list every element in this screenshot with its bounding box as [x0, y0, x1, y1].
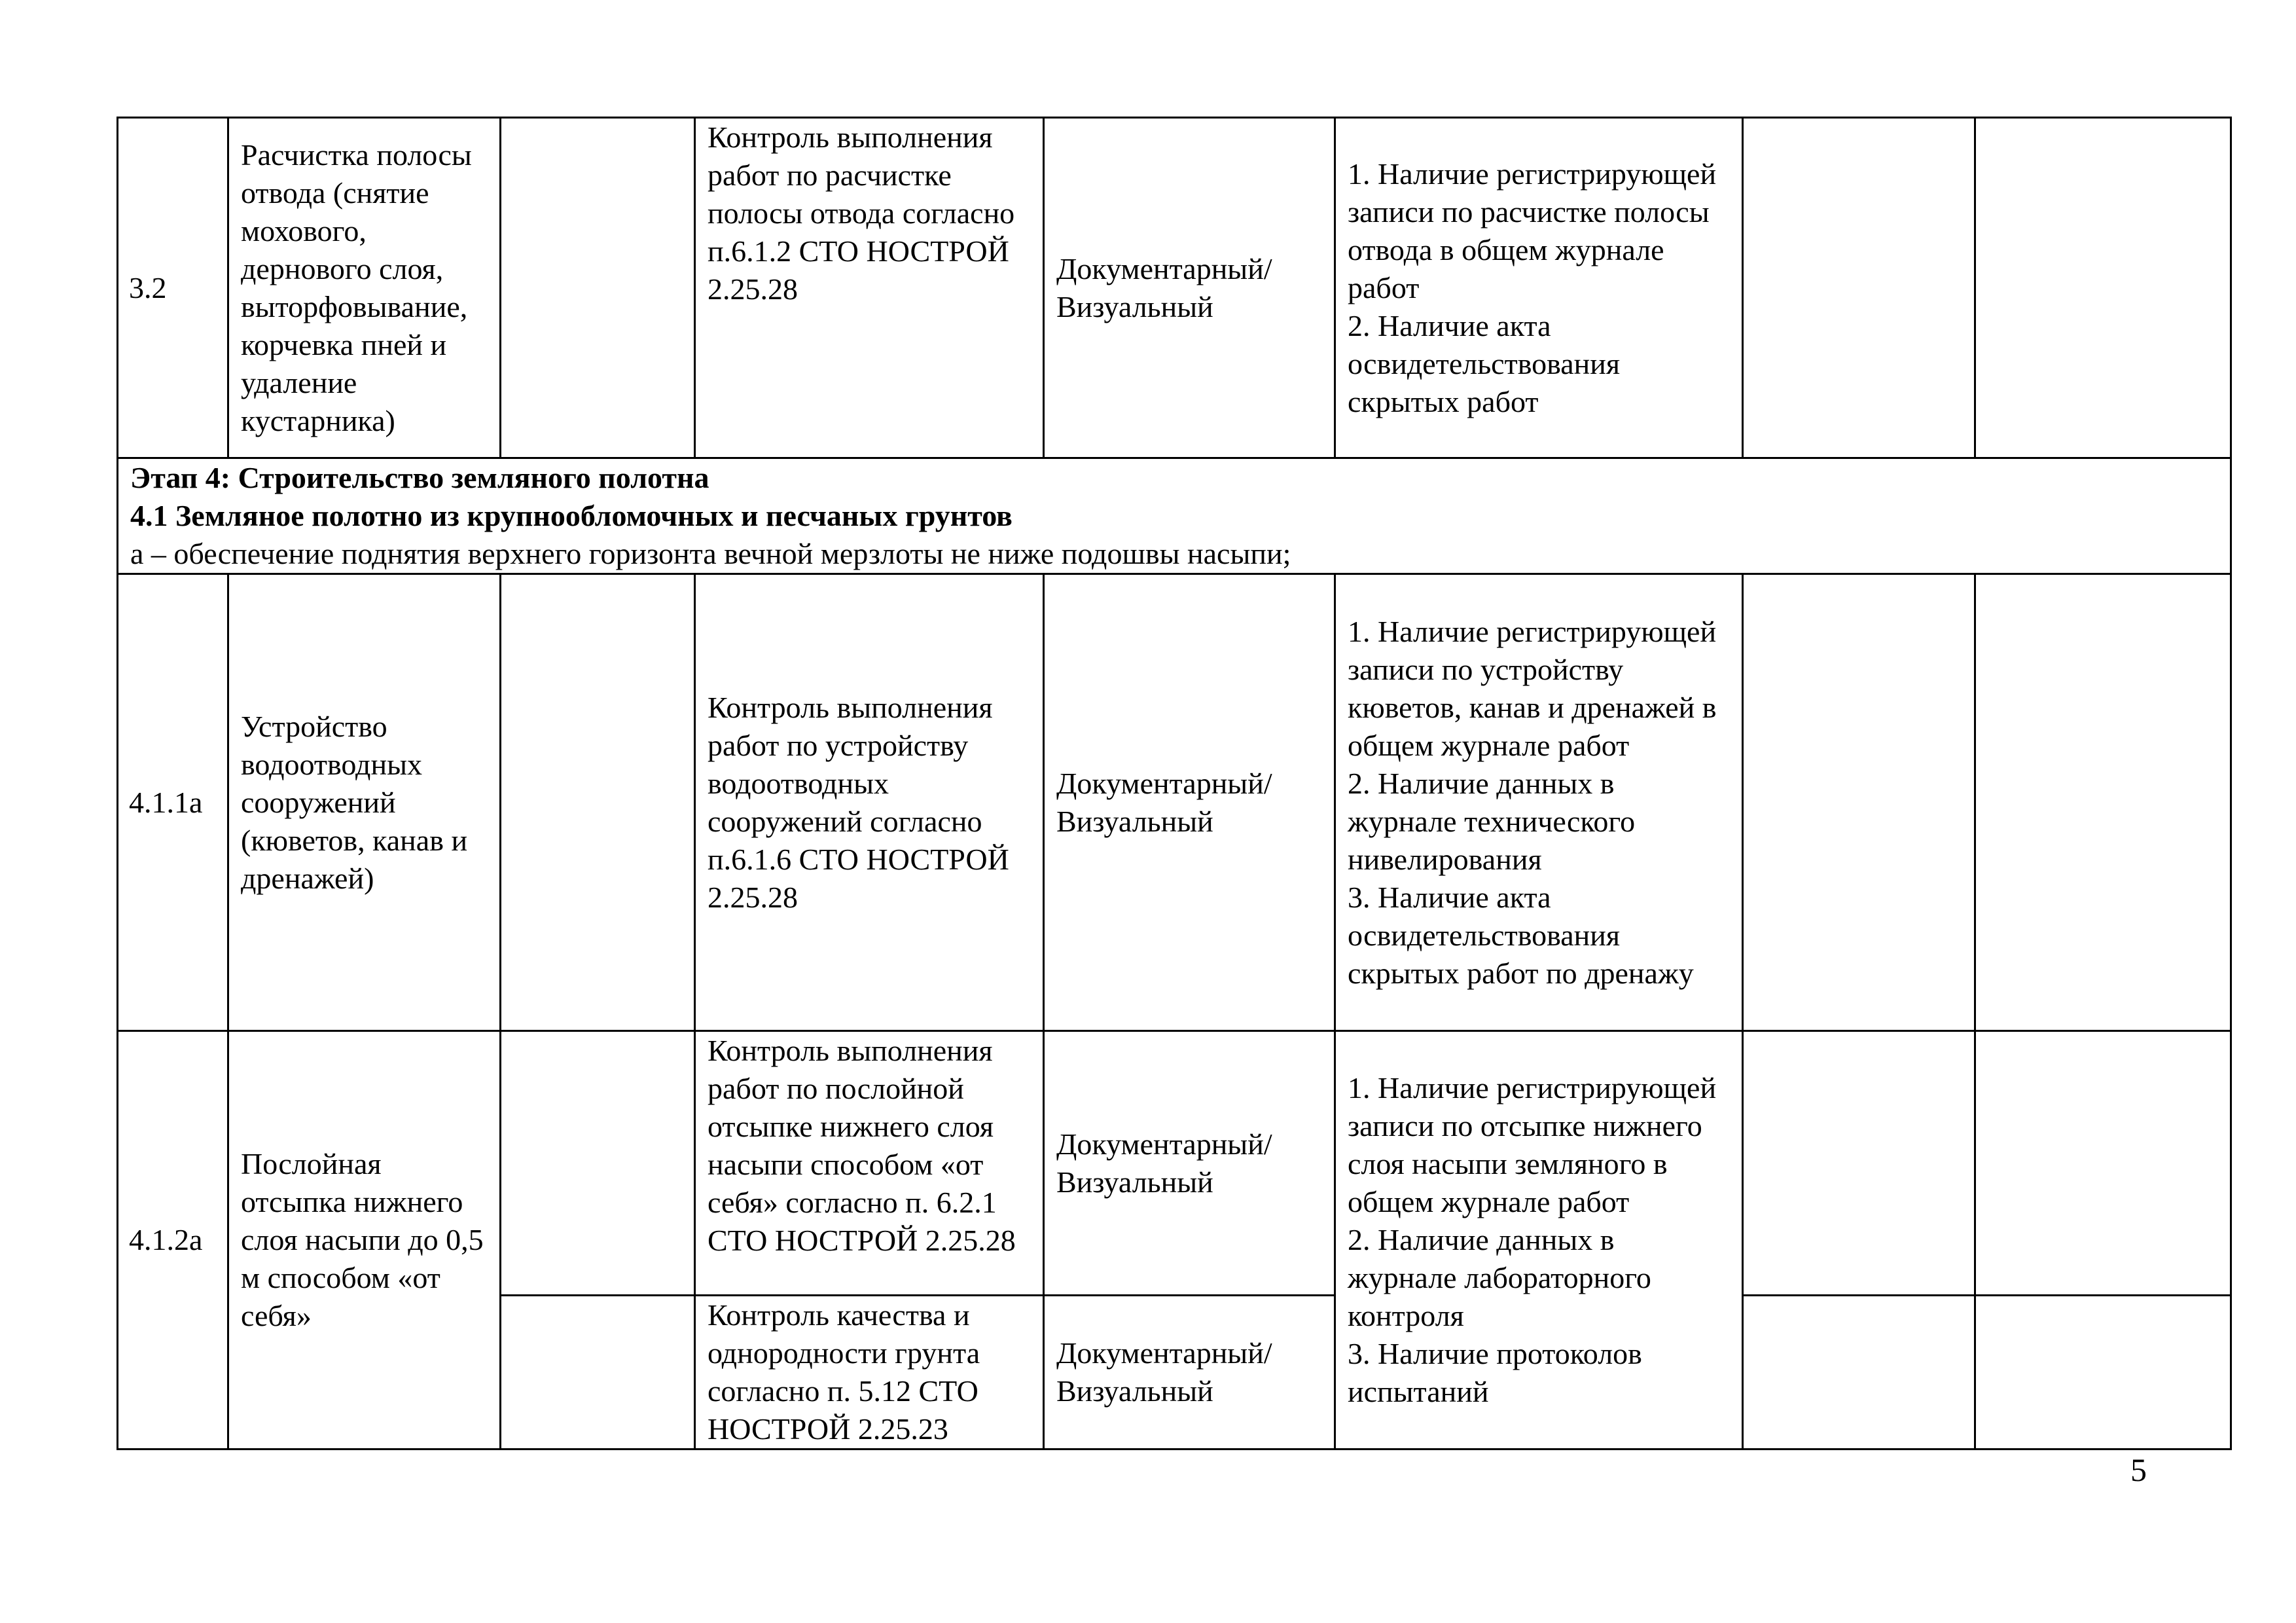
- evidence-list: 1. Наличие регистрирующей записи по устройству кюветов, канав и дренажей в общем журнале работ 2. Наличие данных в журнале технического нивелирования 3. Наличие акта освидетельствования скрытых работ по дренажу: [1335, 574, 1743, 1031]
- empty-cell: [501, 574, 695, 1031]
- control-method: Документарный/ Визуальный: [1044, 1031, 1335, 1296]
- empty-cell: [1975, 118, 2231, 458]
- table-row: [118, 1031, 2231, 1296]
- evidence-list: 1. Наличие регистрирующей записи по отсыпке нижнего слоя насыпи земляного в общем журнале работ 2. Наличие данных в журнале лабораторного контроля 3. Наличие протоколов испытаний: [1335, 1031, 1743, 1450]
- stage-header-row: [118, 458, 2231, 574]
- control-description: Контроль качества и однородности грунта согласно п. 5.12 СТО НОСТРОЙ 2.25.23: [695, 1296, 1044, 1450]
- page-number: 5: [2130, 1451, 2147, 1488]
- empty-cell: [501, 1031, 695, 1296]
- row-number: 4.1.1а: [118, 574, 228, 1031]
- control-description: Контроль выполнения работ по устройству водоотводных сооружений согласно п.6.1.6 СТО НОСТРОЙ 2.25.28: [695, 574, 1044, 1031]
- evidence-list: 1. Наличие регистрирующей записи по расчистке полосы отвода в общем журнале работ 2. Наличие акта освидетельствования скрытых работ: [1335, 118, 1743, 458]
- section-note: а – обеспечение поднятия верхнего горизонта вечной мерзлоты не ниже подошвы насыпи;: [130, 537, 1291, 570]
- table-row: [118, 574, 2231, 1031]
- empty-cell: [501, 1296, 695, 1450]
- empty-cell: [1743, 574, 1975, 1031]
- control-description: Контроль выполнения работ по послойной отсыпке нижнего слоя насыпи способом «от себя» согласно п. 6.2.1 СТО НОСТРОЙ 2.25.28: [695, 1031, 1044, 1296]
- control-method: Документарный/ Визуальный: [1044, 118, 1335, 458]
- work-name: Устройство водоотводных сооружений (кюветов, канав и дренажей): [228, 574, 501, 1031]
- stage-title: Этап 4: Строительство земляного полотна: [130, 461, 709, 494]
- control-table: [117, 117, 2232, 1450]
- control-method: Документарный/ Визуальный: [1044, 574, 1335, 1031]
- control-method: Документарный/ Визуальный: [1044, 1296, 1335, 1450]
- empty-cell: [1975, 1296, 2231, 1450]
- empty-cell: [1743, 1031, 1975, 1296]
- control-description: Контроль выполнения работ по расчистке полосы отвода согласно п.6.1.2 СТО НОСТРОЙ 2.25.28: [695, 118, 1044, 458]
- empty-cell: [1975, 1031, 2231, 1296]
- stage-header: [118, 458, 2231, 574]
- work-name: Расчистка полосы отвода (снятие мохового, дернового слоя, выторфовывание, корчевка пней и удаление кустарника): [228, 118, 501, 458]
- work-name: Послойная отсыпка нижнего слоя насыпи до 0,5 м способом «от себя»: [228, 1031, 501, 1450]
- empty-cell: [1743, 1296, 1975, 1450]
- row-number: 3.2: [118, 118, 228, 458]
- empty-cell: [1743, 118, 1975, 458]
- section-title: 4.1 Земляное полотно из крупнообломочных и песчаных грунтов: [130, 499, 1013, 532]
- empty-cell: [1975, 574, 2231, 1031]
- table-row: [118, 118, 2231, 458]
- row-number: 4.1.2а: [118, 1031, 228, 1450]
- empty-cell: [501, 118, 695, 458]
